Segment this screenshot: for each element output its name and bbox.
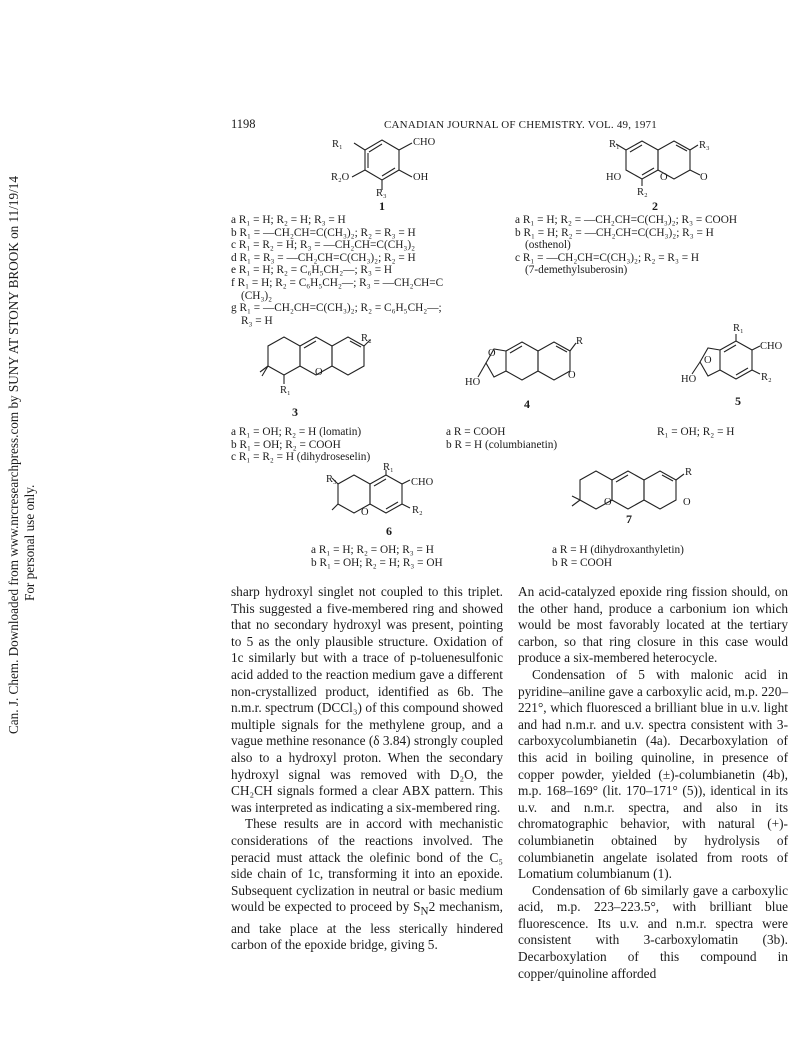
struct2-ho: HO (606, 172, 622, 183)
struct6-o: O (361, 507, 369, 518)
struct1-cho: CHO (413, 137, 436, 148)
struct1-oh: OH (413, 172, 429, 183)
struct1-r2o: R₂O (331, 172, 350, 183)
struct5-r2: R₂ (761, 372, 772, 383)
body-column-right (518, 584, 788, 982)
struct2-o: O (660, 172, 668, 183)
struct4-o2: O (568, 370, 576, 381)
struct1-r3: R₃ (376, 188, 387, 199)
download-notice-line1: Can. J. Chem. Downloaded from www.nrcresearchpress.com by SUNY AT STONY BROOK on 11/19/14 (6, 176, 21, 734)
struct3-r1: R₁ (280, 385, 291, 396)
substituents-6: a R₁ = H; R₂ = OH; R₃ = H b R₁ = OH; R₂ = H; R₃ = OH (311, 544, 443, 569)
struct7-o2: O (683, 497, 691, 508)
compound-label-7: 7 (626, 512, 632, 526)
compound-label-6: 6 (386, 524, 392, 538)
paragraph: Condensation of 6b similarly gave a carboxylic acid, m.p. 223–223.5°, with brilliant blue fluorescence. Its u.v. and n.m.r. spectra were consistent with 3-carboxylomatin (3b). Decarboxylation of this compound in copper/quinoline afforded (518, 882, 788, 981)
compound-label-3: 3 (292, 405, 298, 419)
struct7-r: R (685, 467, 693, 478)
compound-label-5: 5 (735, 394, 741, 408)
substituents-4: a R = COOH b R = H (columbianetin) (446, 426, 558, 451)
struct2-r3: R₃ (699, 140, 710, 151)
struct6-r3: R₃ (326, 474, 337, 485)
paragraph: An acid-catalyzed epoxide ring fission should, on the other hand, produce a carbonium ion which would be most favorably located at the tertiary carbon, so that ring closure in this case would produce a six-membered heterocycle. (518, 584, 788, 666)
struct2-r2: R₂ (637, 187, 648, 198)
running-head: CANADIAN JOURNAL OF CHEMISTRY. VOL. 49, 1971 (384, 119, 657, 131)
download-notice (4, 176, 37, 740)
page-number: 1198 (231, 117, 256, 131)
compound-label-1: 1 (379, 199, 385, 213)
compound-label-2: 2 (652, 199, 658, 213)
paragraph: Condensation of 5 with malonic acid in pyridine–aniline gave a carboxylic acid, m.p. 220–221°, which fluoresced a brilliant blue in u.v. light and had n.m.r. and u.v. spectra consistent with 3-carboxycolumbianetin (4a). Decarboxylation of this acid in boiling quinoline, in presence of copper powder, yielded (±)-columbianetin (4b), m.p. 168–169° (lit. 170–171° (5)), identical in its u.v. and n.m.r. spectra, and also in its chromatographic behavior, with natural (+)-columbianetin obtained by hydrolysis of columbianetin angelate isolated from roots of Lomatium columbianum (1). (518, 666, 788, 882)
struct4-ho: HO (465, 377, 481, 388)
struct6-r2: R₂ (412, 505, 423, 516)
substituents-5: R₁ = OH; R₂ = H (657, 426, 735, 438)
struct5-o: O (704, 355, 712, 366)
struct5-cho: CHO (760, 341, 783, 352)
struct6-r1: R₁ (383, 462, 394, 473)
compound-label-4: 4 (524, 397, 530, 411)
substituents-3: a R₁ = OH; R₂ = H (lomatin) b R₁ = OH; R₂ = COOH c R₁ = R₂ = H (dihydroseselin) (231, 426, 371, 464)
struct4-o: O (488, 348, 496, 359)
struct5-r1: R₁ (733, 323, 744, 334)
struct4-r: R (576, 336, 584, 347)
struct1-r1: R₁ (332, 139, 343, 150)
substituents-1: a R₁ = H; R₂ = H; R₃ = H b R₁ = —CH₂CH=C(CH₃)₂; R₂ = R₃ = H c R₁ = R₂ = H; R₃ = —CH₂CH=C(CH₃)₂ d R₁ = R₃ = —CH₂CH=C(CH₃)₂; R₂ = H e R₁ = H; R₂ = C₆H₅CH₂—; R₃ = H f R₁ = H; R₂ = C₆H₅CH₂—; R₃ = —CH₂CH=C (CH₃)₂ g R₁ = —CH₂CH=C(CH₃)₂; R₂ = C₆H₅CH₂—; R₃ = H (231, 214, 444, 327)
struct7-o: O (604, 497, 612, 508)
paragraph: These results are in accord with mechanistic considerations of the reactions involved. The peracid must attack the olefinic bond of the C₅ side chain of 1c, transforming it into an epoxide. Subsequent cyclization in neutral or basic medium would be expected to proceed by $S_N2$ mechanism, and take place at the less sterically hindered carbon of the epoxide bridge, giving 5. (231, 816, 503, 953)
struct2-o2: O (700, 172, 708, 183)
struct6-cho: CHO (411, 477, 434, 488)
struct5-ho: HO (681, 374, 697, 385)
paragraph: sharp hydroxyl singlet not coupled to this triplet. This suggested a five-membered ring and showed that no secondary hydroxyl was present, pointing to 5 as the only plausible structure. Oxidation of 1c similarly but with a trace of p-toluenesulfonic acid added to the reaction medium gave a different non-crystallized product, identified as 6b. The n.m.r. spectrum (DCCl₃) of this compound showed multiple signals for the methylene group, and a vague methine resonance (δ 3.84) strongly coupled also to a hydroxyl proton. When the secondary hydroxyl signal was removed with D₂O, the CH₂CH signals formed a clear ABX pattern. This was interpreted as indicating a six-membered ring. (231, 584, 503, 815)
body-column-left (231, 584, 503, 954)
substituents-7: a R = H (dihydroxanthyletin) b R = COOH (552, 544, 684, 569)
struct2-r1: R₁ (609, 139, 620, 150)
substituents-2: a R₁ = H; R₂ = —CH₂CH=C(CH₃)₂; R₃ = COOH b R₁ = H; R₂ = —CH₂CH=C(CH₃)₂; R₃ = H (osthenol) c R₁ = —CH₂CH=C(CH₃)₂; R₂ = R₃ = H (7-demethylsuberosin) (515, 214, 738, 277)
struct3-o: O (315, 367, 323, 378)
download-notice-line2: For personal use only. (22, 484, 37, 601)
struct3-r2: R₂ (361, 333, 372, 344)
